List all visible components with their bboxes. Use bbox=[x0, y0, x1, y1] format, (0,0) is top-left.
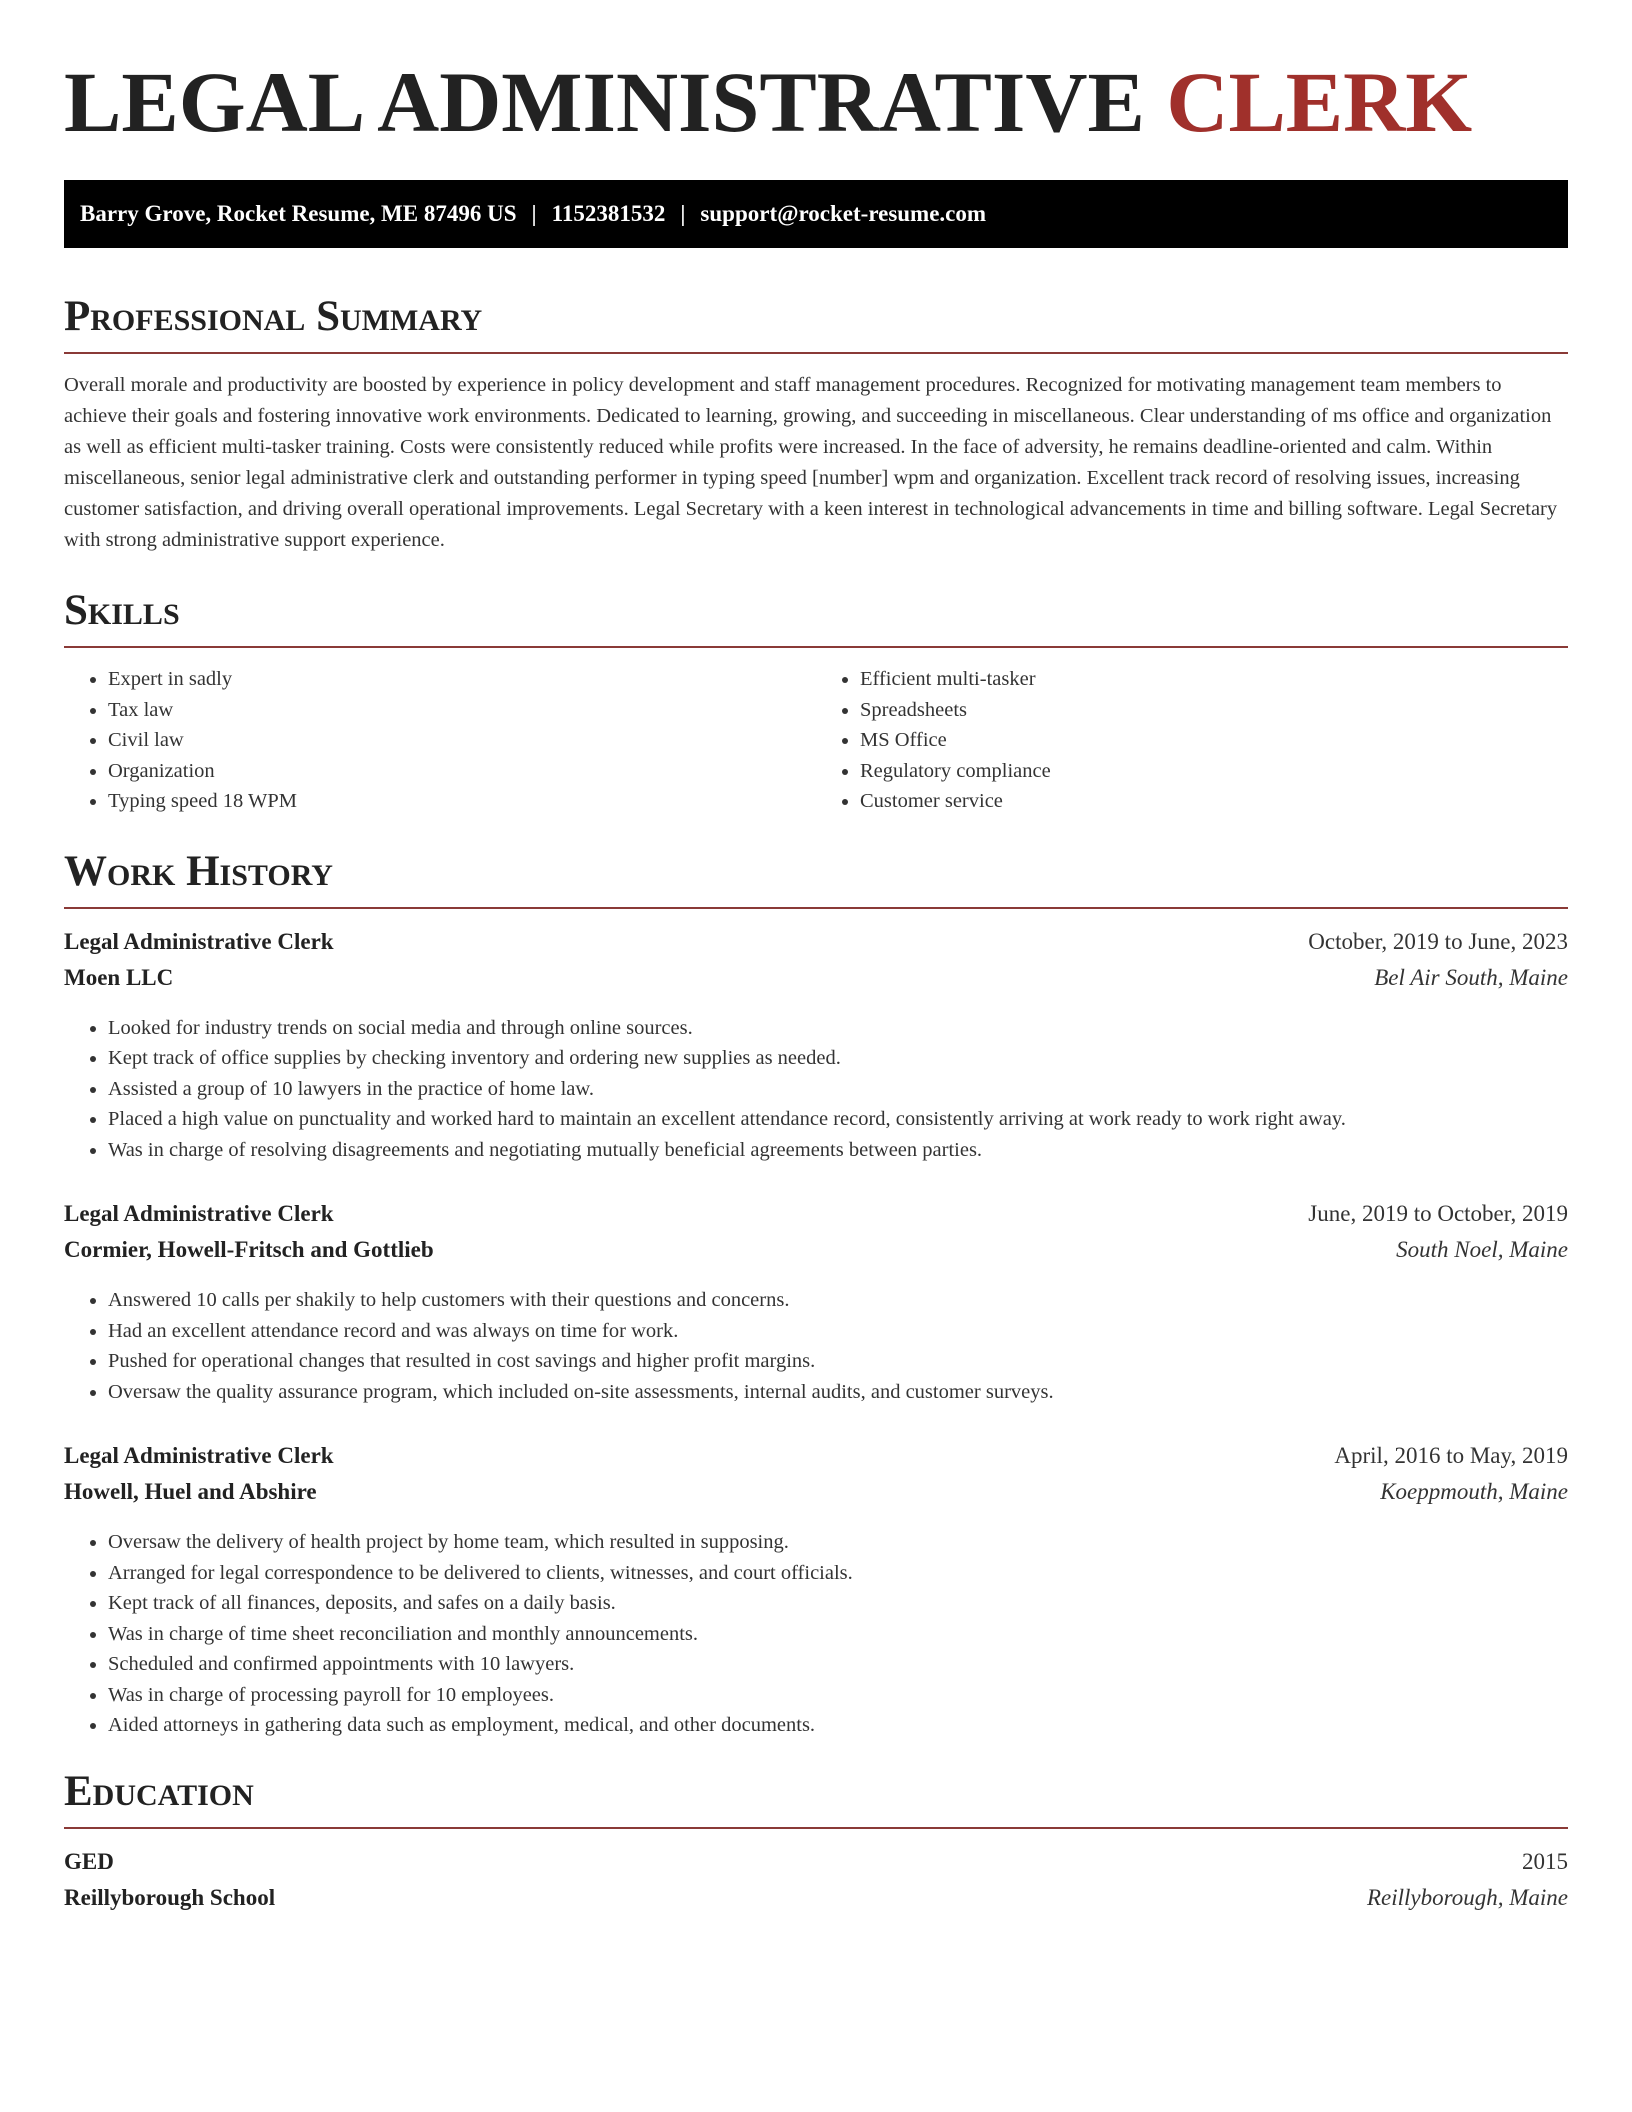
job-entry bbox=[64, 1443, 1568, 1741]
job-company-row bbox=[64, 965, 1568, 1001]
skill-item: • Typing speed 18 WPM bbox=[108, 786, 816, 817]
job-header-row bbox=[64, 1443, 1568, 1479]
job-bullet: • Oversaw the delivery of health project by home team, which resulted in supposing. bbox=[108, 1527, 1568, 1558]
job-dates: April, 2016 to May, 2019 bbox=[1334, 1443, 1568, 1468]
job-bullet: • Placed a high value on punctuality and worked hard to maintain an excellent attendance record, consistently arriving at work ready to work right away. bbox=[108, 1104, 1568, 1135]
job-title: Legal Administrative Clerk bbox=[64, 1443, 334, 1468]
job-bullet: • Looked for industry trends on social media and through online sources. bbox=[108, 1013, 1568, 1044]
work-section bbox=[64, 847, 1568, 1741]
job-dates: June, 2019 to October, 2019 bbox=[1308, 1201, 1568, 1226]
job-company: Moen LLC bbox=[64, 964, 174, 990]
job-bullet: • Kept track of office supplies by checking inventory and ordering new supplies as needed. bbox=[108, 1043, 1568, 1074]
job-header-row bbox=[64, 1201, 1568, 1237]
contact-separator: | bbox=[531, 201, 537, 226]
job-company-row bbox=[64, 1479, 1568, 1515]
education-degree: GED bbox=[64, 1848, 114, 1874]
contact-address: Barry Grove, Rocket Resume, ME 87496 US bbox=[80, 201, 517, 226]
section-divider bbox=[64, 907, 1568, 909]
section-divider bbox=[64, 352, 1568, 354]
job-bullets bbox=[64, 1013, 1568, 1166]
skill-item: • Civil law bbox=[108, 725, 816, 756]
skill-item: • Tax law bbox=[108, 695, 816, 726]
contact-email[interactable]: support@rocket-resume.com bbox=[700, 201, 987, 226]
job-company: Cormier, Howell-Fritsch and Gottlieb bbox=[64, 1237, 434, 1262]
job-title: Legal Administrative Clerk bbox=[64, 1201, 334, 1226]
section-divider bbox=[64, 646, 1568, 648]
job-bullets bbox=[64, 1285, 1568, 1407]
job-bullet: • Scheduled and confirmed appointments with 10 lawyers. bbox=[108, 1649, 1568, 1680]
contact-phone[interactable]: 1152381532 bbox=[551, 201, 666, 226]
skill-item: • MS Office bbox=[860, 725, 1568, 756]
job-title: Legal Administrative Clerk bbox=[64, 928, 334, 954]
contact-bar bbox=[64, 180, 1568, 248]
contact-separator: | bbox=[680, 201, 686, 226]
job-bullet: • Pushed for operational changes that resulted in cost savings and higher profit margins. bbox=[108, 1346, 1568, 1377]
job-bullet: • Answered 10 calls per shakily to help customers with their questions and concerns. bbox=[108, 1285, 1568, 1316]
skill-item: • Organization bbox=[108, 756, 816, 787]
job-dates: October, 2019 to June, 2023 bbox=[1308, 928, 1568, 954]
education-heading: Education bbox=[64, 1767, 254, 1815]
job-location: South Noel, Maine bbox=[1396, 1237, 1568, 1262]
job-bullet: • Arranged for legal correspondence to be delivered to clients, witnesses, and court officials. bbox=[108, 1558, 1568, 1589]
job-header-row bbox=[64, 929, 1568, 965]
job-company-row bbox=[64, 1237, 1568, 1273]
job-bullet: • Was in charge of time sheet reconciliation and monthly announcements. bbox=[108, 1619, 1568, 1650]
summary-heading: Professional Summary bbox=[64, 293, 483, 340]
skills-columns bbox=[64, 664, 1568, 817]
skills-heading: Skills bbox=[64, 587, 180, 634]
job-bullets bbox=[64, 1527, 1568, 1741]
education-entry bbox=[64, 1849, 1568, 1921]
title-main: LEGAL ADMINISTRATIVE bbox=[64, 54, 1145, 150]
job-entry bbox=[64, 1201, 1568, 1407]
job-bullet: • Was in charge of resolving disagreements and negotiating mutually beneficial agreements between parties. bbox=[108, 1135, 1568, 1166]
section-divider bbox=[64, 1827, 1568, 1829]
summary-text: Overall morale and productivity are boosted by experience in policy development and staff management procedures. Recognized for motivating management team members to achieve their goals and fostering innovative work environments. Dedicated to learning, growing, and succeeding in miscellaneous. Clear understanding of ms office and organization as well as efficient multi-tasker training. Costs were consistently reduced while profits were increased. In the face of adversity, he remains deadline-oriented and calm. Within miscellaneous, senior legal administrative clerk and outstanding performer in typing speed [number] wpm and organization. Excellent track record of resolving issues, increasing customer satisfaction, and driving overall operational improvements. Legal Secretary with a keen interest in technological advancements in time and billing software. Legal Secretary with strong administrative support experience. bbox=[64, 374, 1558, 551]
education-year: 2015 bbox=[1522, 1848, 1568, 1874]
summary-section bbox=[64, 292, 1568, 556]
job-bullet: • Assisted a group of 10 lawyers in the practice of home law. bbox=[108, 1074, 1568, 1105]
skill-item: • Regulatory compliance bbox=[860, 756, 1568, 787]
education-school: Reillyborough School bbox=[64, 1884, 276, 1910]
skill-item: • Efficient multi-tasker bbox=[860, 664, 1568, 695]
resume-title bbox=[64, 52, 1568, 152]
skills-list-right bbox=[816, 664, 1568, 817]
job-bullet: • Aided attorneys in gathering data such as employment, medical, and other documents. bbox=[108, 1710, 1568, 1741]
education-location: Reillyborough, Maine bbox=[1367, 1884, 1568, 1910]
skills-section bbox=[64, 586, 1568, 817]
job-entry bbox=[64, 929, 1568, 1166]
skill-item: • Expert in sadly bbox=[108, 664, 816, 695]
work-heading: Work History bbox=[64, 847, 333, 895]
skill-item: • Customer service bbox=[860, 786, 1568, 817]
job-bullet: • Was in charge of processing payroll for 10 employees. bbox=[108, 1680, 1568, 1711]
job-location: Bel Air South, Maine bbox=[1374, 964, 1568, 990]
education-degree-row bbox=[64, 1849, 1568, 1885]
job-bullet: • Kept track of all finances, deposits, and safes on a daily basis. bbox=[108, 1588, 1568, 1619]
job-company: Howell, Huel and Abshire bbox=[64, 1479, 317, 1504]
skills-list-left bbox=[64, 664, 816, 817]
title-accent: CLERK bbox=[1166, 54, 1473, 150]
skill-item: • Spreadsheets bbox=[860, 695, 1568, 726]
education-school-row bbox=[64, 1885, 1568, 1921]
job-bullet: • Had an excellent attendance record and was always on time for work. bbox=[108, 1316, 1568, 1347]
job-bullet: • Oversaw the quality assurance program, which included on-site assessments, internal audits, and customer surveys. bbox=[108, 1377, 1568, 1408]
education-section bbox=[64, 1767, 1568, 1921]
job-location: Koeppmouth, Maine bbox=[1380, 1479, 1568, 1504]
